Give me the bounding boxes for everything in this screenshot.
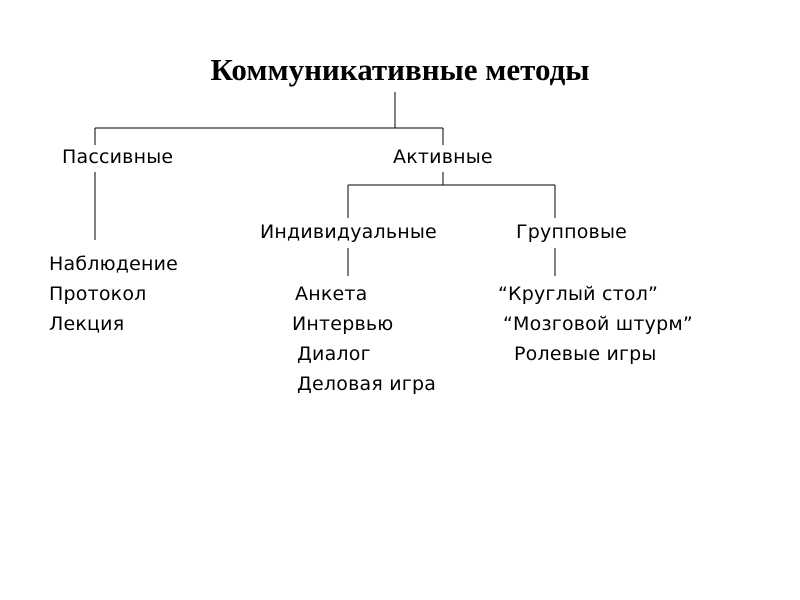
passive-item-lecture: Лекция bbox=[49, 313, 125, 335]
node-group: Групповые bbox=[516, 221, 628, 243]
node-passive: Пассивные bbox=[62, 146, 174, 168]
page-title: Коммуникативные методы bbox=[210, 52, 590, 87]
individual-item-dialogue: Диалог bbox=[297, 343, 371, 365]
passive-item-protocol: Протокол bbox=[49, 283, 147, 305]
group-item-round-table: “Круглый стол” bbox=[498, 283, 659, 305]
group-item-brainstorm: “Мозговой штурм” bbox=[503, 313, 693, 335]
node-individual: Индивидуальные bbox=[260, 221, 437, 243]
passive-item-observation: Наблюдение bbox=[49, 253, 179, 275]
individual-item-interview: Интервью bbox=[292, 313, 394, 335]
individual-item-questionnaire: Анкета bbox=[295, 283, 368, 305]
group-item-role-games: Ролевые игры bbox=[514, 343, 657, 365]
node-active: Активные bbox=[393, 146, 493, 168]
individual-item-business-game: Деловая игра bbox=[297, 373, 437, 395]
